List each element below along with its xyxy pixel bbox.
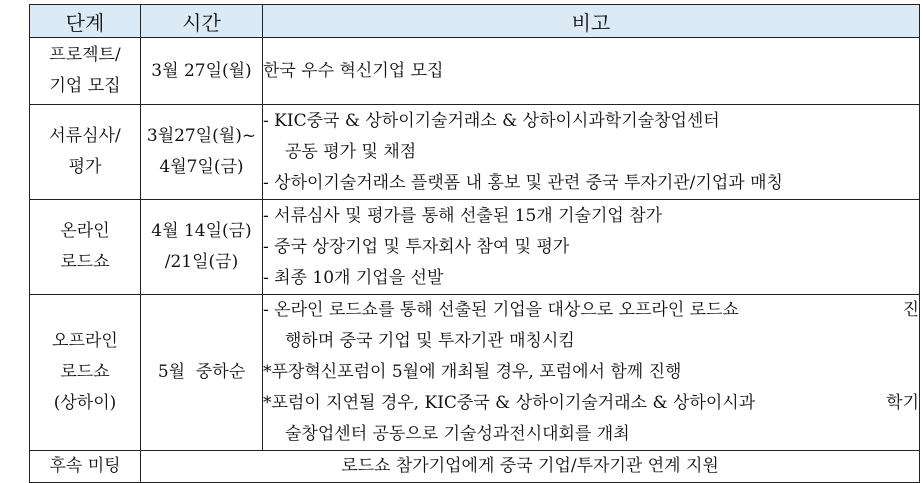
table-row <box>30 200 920 295</box>
stage-line: 후속 미팅 <box>49 456 121 476</box>
stage-line: 온라인 <box>60 221 110 241</box>
remark-line-tail: 진 <box>902 300 919 320</box>
remark-line <box>263 388 919 419</box>
stage-line: (상하이) <box>53 393 117 413</box>
remark-line: - 최종 10개 기업을 선발 <box>263 267 444 288</box>
schedule-table <box>29 4 920 483</box>
header-stage: 단계 <box>30 5 141 38</box>
stage-line: 서류심사/ <box>49 126 121 146</box>
time-cell <box>141 105 263 200</box>
time-line: 3월27일(월)~ <box>146 126 257 146</box>
stage-cell <box>30 38 141 105</box>
time-line: 5월 중하순 <box>157 362 246 382</box>
remarks-cell <box>141 451 920 483</box>
remarks-cell <box>263 105 920 200</box>
time-cell <box>141 200 263 295</box>
stage-cell <box>30 105 141 200</box>
header-row <box>30 5 920 38</box>
stage-line: 프로젝트/ <box>49 45 121 65</box>
header-remarks: 비고 <box>263 5 920 38</box>
stage-cell <box>30 295 141 451</box>
time-cell <box>141 38 263 105</box>
remark-line-tail: 학기 <box>886 393 919 413</box>
table-row <box>30 295 920 451</box>
stage-line: 오프라인 <box>52 331 118 351</box>
remarks-cell <box>263 38 920 105</box>
remark-line: 한국 우수 혁신기업 모집 <box>263 60 444 81</box>
time-line: /21일(금) <box>164 252 239 272</box>
table-row <box>30 105 920 200</box>
remarks-cell <box>263 295 920 451</box>
stage-cell <box>30 451 141 483</box>
time-line: 4월 14일(금) <box>151 221 252 241</box>
remark-line <box>263 295 919 326</box>
stage-line: 평가 <box>68 157 102 177</box>
remark-line: - 중국 상장기업 및 투자회사 참여 및 평가 <box>263 236 570 257</box>
remark-line-text: *포럼이 지연될 경우, KIC중국 & 상하이기술거래소 & 상하이시과 <box>263 393 756 413</box>
stage-line: 기업 모집 <box>49 76 121 96</box>
table-row <box>30 38 920 105</box>
remark-line: 행하며 중국 기업 및 투자기관 매칭시킴 <box>285 331 575 351</box>
remark-line: 술창업센터 공동으로 기술성과전시대회를 개최 <box>285 424 630 444</box>
remark-line: 공동 평가 및 채점 <box>285 141 417 162</box>
remark-line: - 상하이기술거래소 플랫폼 내 홍보 및 관련 중국 투자기관/기업과 매칭 <box>263 172 783 193</box>
remark-line: 로드쇼 참가기업에게 중국 기업/투자기관 연계 지원 <box>341 456 719 476</box>
table-row <box>30 451 920 483</box>
header-time: 시간 <box>141 5 263 38</box>
stage-line: 로드쇼 <box>60 252 110 272</box>
remark-line: - 서류심사 및 평가를 통해 선출된 15개 기술기업 참가 <box>263 205 663 226</box>
remark-line-text: - 온라인 로드쇼를 통해 선출된 기업을 대상으로 오프라인 로드쇼 <box>263 300 739 320</box>
stage-cell <box>30 200 141 295</box>
remark-line: *푸장혁신포럼이 5월에 개최될 경우, 포럼에서 함께 진행 <box>263 362 682 382</box>
time-line: 4월7일(금) <box>159 157 244 177</box>
remark-line: - KIC중국 & 상하이기술거래소 & 상하이시과학기술창업센터 <box>263 110 720 131</box>
time-line: 3월 27일(월) <box>151 60 252 81</box>
remarks-cell <box>263 200 920 295</box>
stage-line: 로드쇼 <box>60 362 110 382</box>
time-cell <box>141 295 263 451</box>
